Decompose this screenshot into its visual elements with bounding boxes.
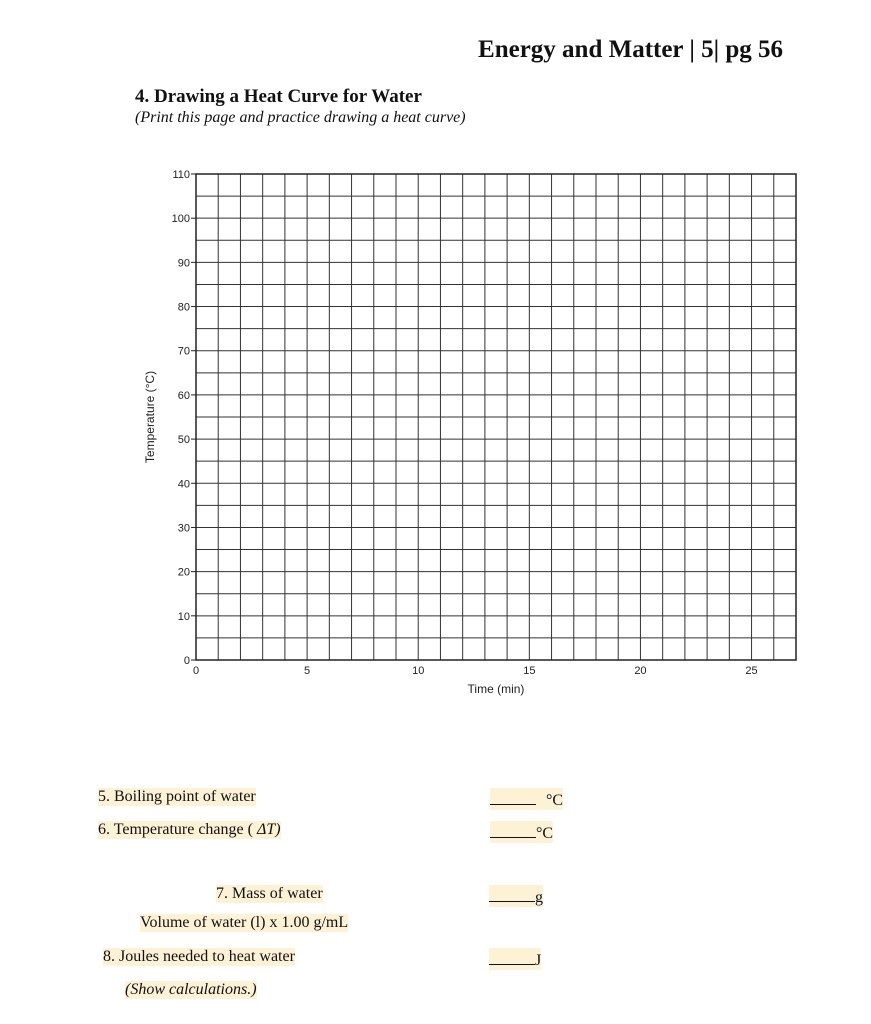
answer-blank-7[interactable] [489,885,543,907]
question-8-note: (Show calculations.) [125,981,257,998]
unit-celsius: °C [536,825,554,842]
x-tick-label: 0 [192,665,200,677]
x-axis-label: Time (min) [467,682,525,696]
unit-joules: J [535,952,542,969]
answer-blank-5[interactable] [490,788,563,810]
question-4-title: 4. Drawing a Heat Curve for Water [135,86,422,107]
answer-blank-6[interactable] [490,821,553,843]
x-tick-label: 25 [745,665,758,677]
x-tick-label: 15 [523,665,536,677]
delta-t-symbol: ΔT) [256,821,281,838]
question-7-label: 7. Mass of water [216,885,323,902]
y-axis-label: Temperature (°C) [143,370,157,464]
y-axis-ticks [172,169,196,667]
x-tick-label: 20 [634,665,647,677]
y-tick-label: 0 [183,655,190,667]
y-tick-label: 80 [177,301,190,314]
y-tick-label: 110 [172,169,190,181]
y-tick-label: 40 [177,478,190,491]
question-8-label: 8. Joules needed to heat water [103,948,295,965]
y-tick-label: 20 [177,566,190,579]
y-tick-label: 90 [177,257,190,270]
unit-celsius: °C [546,792,564,809]
answer-blank-8[interactable] [489,948,541,970]
x-axis-ticks [193,665,758,677]
chart-grid [196,174,796,660]
y-tick-label: 50 [177,434,190,447]
heat-curve-grid-chart [140,160,810,705]
question-6-label: 6. Temperature change ( ΔT) [98,821,281,838]
y-tick-label: 100 [171,213,190,226]
question-5-label: 5. Boiling point of water [98,788,256,805]
x-tick-label: 10 [412,665,425,677]
question-4-subtitle: (Print this page and practice drawing a heat curve) [135,109,466,126]
unit-grams: g [535,889,543,906]
x-tick-label: 5 [304,665,311,677]
y-tick-label: 70 [177,345,190,358]
y-tick-label: 60 [177,389,190,402]
y-tick-label: 10 [177,610,190,623]
y-tick-label: 30 [177,522,190,535]
question-7-formula: Volume of water (l) x 1.00 g/mL [140,914,349,931]
page-header: Energy and Matter | 5| pg 56 [478,36,783,63]
